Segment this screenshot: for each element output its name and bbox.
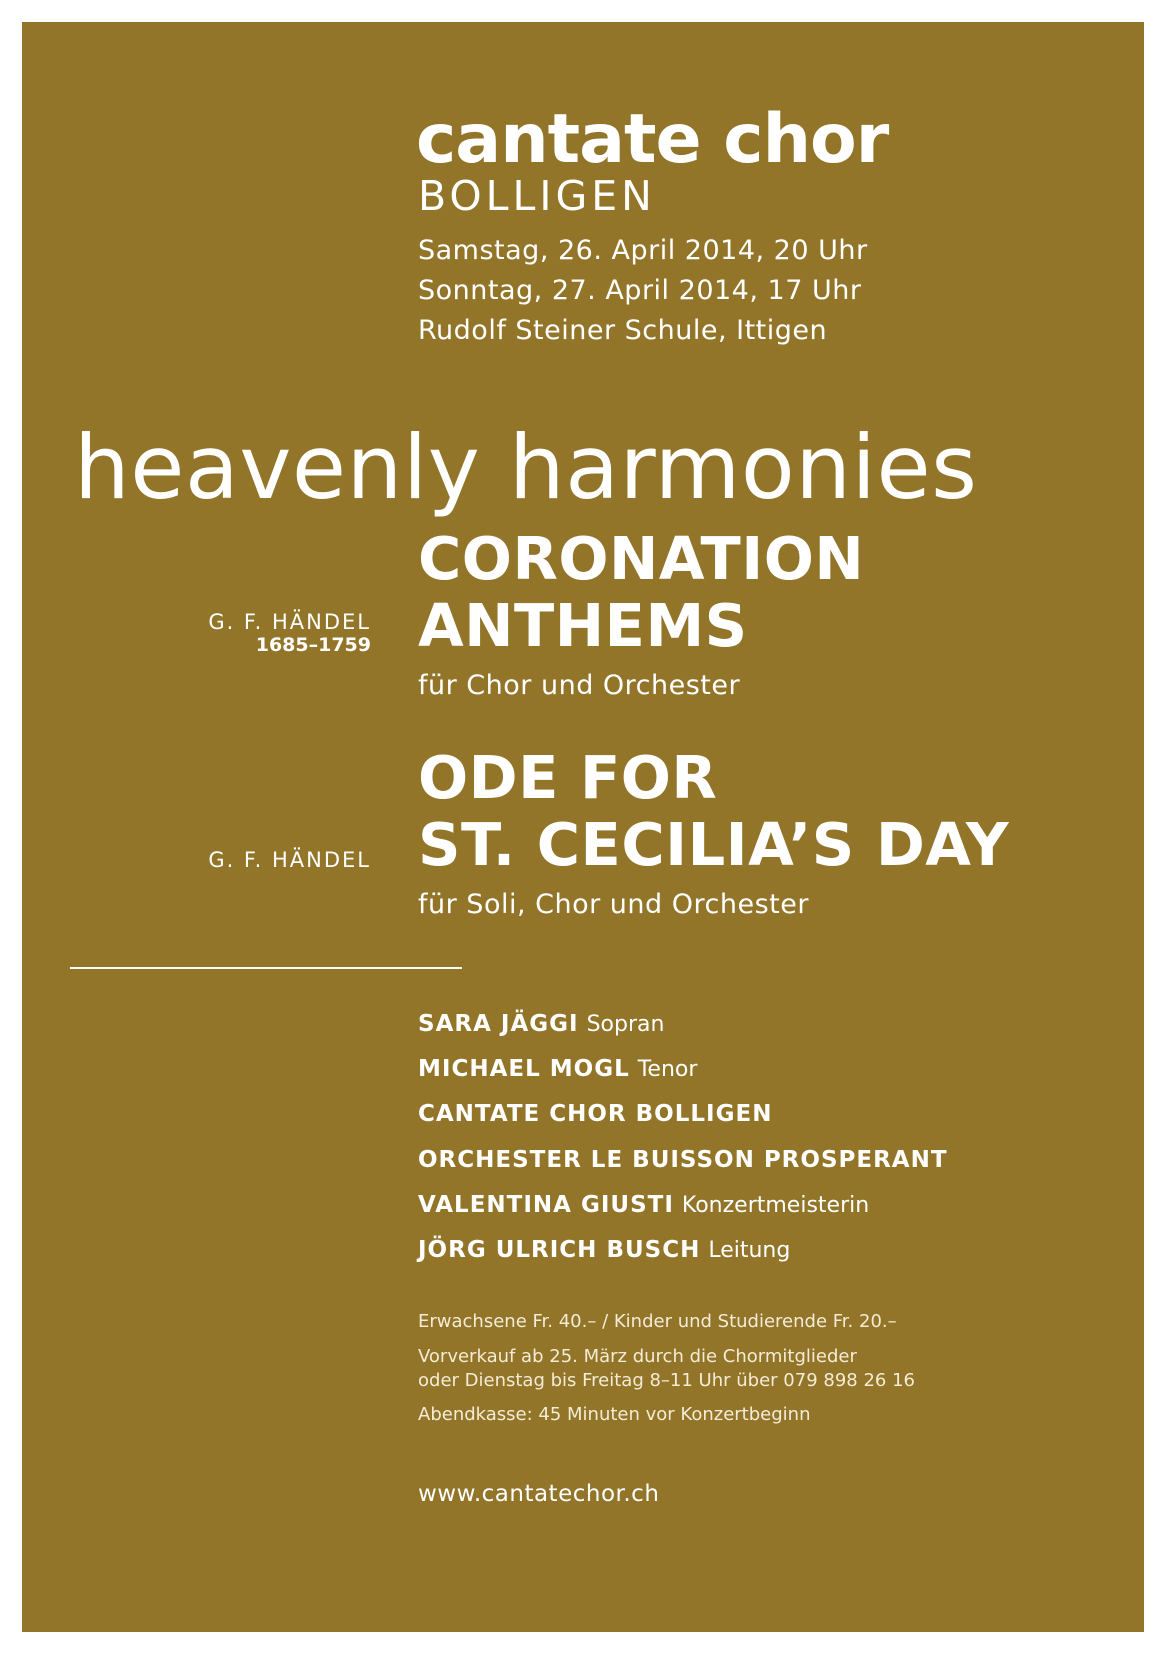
organization-place: BOLLIGEN	[418, 172, 656, 220]
performer-name: ORCHESTER LE BUISSON PROSPERANT	[418, 1147, 948, 1173]
performer-2	[418, 1054, 697, 1086]
performer-name: JÖRG ULRICH BUSCH	[418, 1237, 701, 1263]
performance-date-2: Sonntag, 27. April 2014, 17 Uhr	[418, 275, 862, 306]
performer-role: Tenor	[637, 1057, 698, 1082]
work-1-composer: G. F. HÄNDEL	[208, 610, 371, 634]
ticket-prices: Erwachsene Fr. 40.– / Kinder und Studierende Fr. 20.–	[418, 1311, 897, 1332]
work-1-title-line-1: CORONATION	[418, 524, 865, 593]
performer-5	[418, 1190, 869, 1222]
work-2-title-line-2: ST. CECILIA’S DAY	[418, 810, 1010, 879]
performer-role: Konzertmeisterin	[681, 1193, 870, 1218]
performer-3	[418, 1099, 772, 1131]
concert-title: heavenly harmonies	[74, 416, 978, 519]
presale-info-line-1: Vorverkauf ab 25. März durch die Chormitglieder	[418, 1346, 857, 1367]
work-1-scoring: für Chor und Orchester	[418, 670, 741, 701]
box-office-info: Abendkasse: 45 Minuten vor Konzertbeginn	[418, 1404, 811, 1425]
divider-rule	[70, 967, 462, 969]
organization-name: cantate chor	[416, 100, 889, 179]
performer-4	[418, 1145, 948, 1177]
presale-info-line-2: oder Dienstag bis Freitag 8–11 Uhr über 079 898 26 16	[418, 1370, 915, 1391]
performer-name: CANTATE CHOR BOLLIGEN	[418, 1101, 773, 1127]
work-2-scoring: für Soli, Chor und Orchester	[418, 889, 809, 920]
work-2-composer: G. F. HÄNDEL	[208, 848, 371, 872]
website-link[interactable]: www.cantatechor.ch	[418, 1481, 660, 1507]
performer-name: MICHAEL MOGL	[418, 1056, 630, 1082]
performer-1	[418, 1009, 664, 1041]
work-1-title-line-2: ANTHEMS	[418, 591, 748, 660]
work-1-composer-years: 1685–1759	[255, 634, 371, 656]
performer-name: SARA JÄGGI	[418, 1011, 579, 1037]
performance-venue: Rudolf Steiner Schule, Ittigen	[418, 315, 828, 346]
performance-date-1: Samstag, 26. April 2014, 20 Uhr	[418, 235, 868, 266]
performer-role: Leitung	[708, 1238, 791, 1263]
performer-role: Sopran	[586, 1012, 665, 1037]
performer-6	[418, 1235, 790, 1267]
performer-name: VALENTINA GIUSTI	[418, 1192, 674, 1218]
work-2-title-line-1: ODE FOR	[418, 743, 718, 812]
concert-poster	[22, 22, 1144, 1632]
